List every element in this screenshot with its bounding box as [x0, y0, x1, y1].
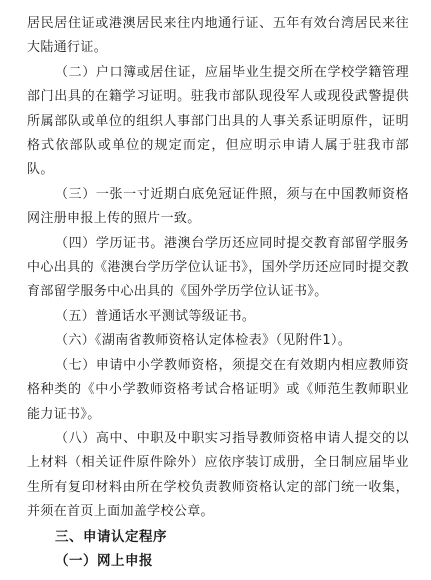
paragraph-diploma: （四）学历证书。港澳台学历还应同时提交教育部留学服务中心出具的《港澳台学历学位认证书》，国外学历还应同时提交教育部留学服务中心出具的《国外学历学位认证书》。	[27, 235, 409, 300]
paragraph-id-documents-continued: 居民居住证或港澳居民来往内地通行证、五年有效台湾居民来往大陆通行证。	[27, 16, 409, 56]
paragraph-exam-certificate: （七）申请中小学教师资格，须提交在有效期内相应教师资格种类的《中小学教师资格考试合格证明》或《师范生教师职业能力证书》。	[27, 357, 409, 422]
section-heading: 三、申请认定程序	[55, 528, 167, 545]
paragraph-health-form: （六）《湖南省教师资格认定体检表》（见附件1）。	[55, 333, 352, 349]
subsection-heading: （一）网上申报	[55, 552, 153, 569]
paragraph-binding-instructions: （八）高中、中职及中职实习指导教师资格申请人提交的以上材料（相关证件原件除外）应依序装订成册，全日制应届毕业生所有复印材料由所在学校负责教师资格认定的部门统一收集，并须在首页上面加盖学校公章。	[27, 430, 409, 520]
paragraph-household-register: （二）户口簿或居住证，应届毕业生提交所在学校学籍管理部门出具的在籍学习证明。驻我市部队现役军人或现役武警提供所属部队或单位的组织人事部门出具的人事关系证明原件，证明格式依部队或单位的规定而定，但应明示申请人属于驻我市部队。	[27, 64, 409, 178]
paragraph-photo: （三）一张一寸近期白底免冠证件照，须与在中国教师资格网注册申报上传的照片一致。	[27, 186, 409, 227]
paragraph-mandarin-certificate: （五）普通话水平测试等级证书。	[55, 308, 256, 324]
